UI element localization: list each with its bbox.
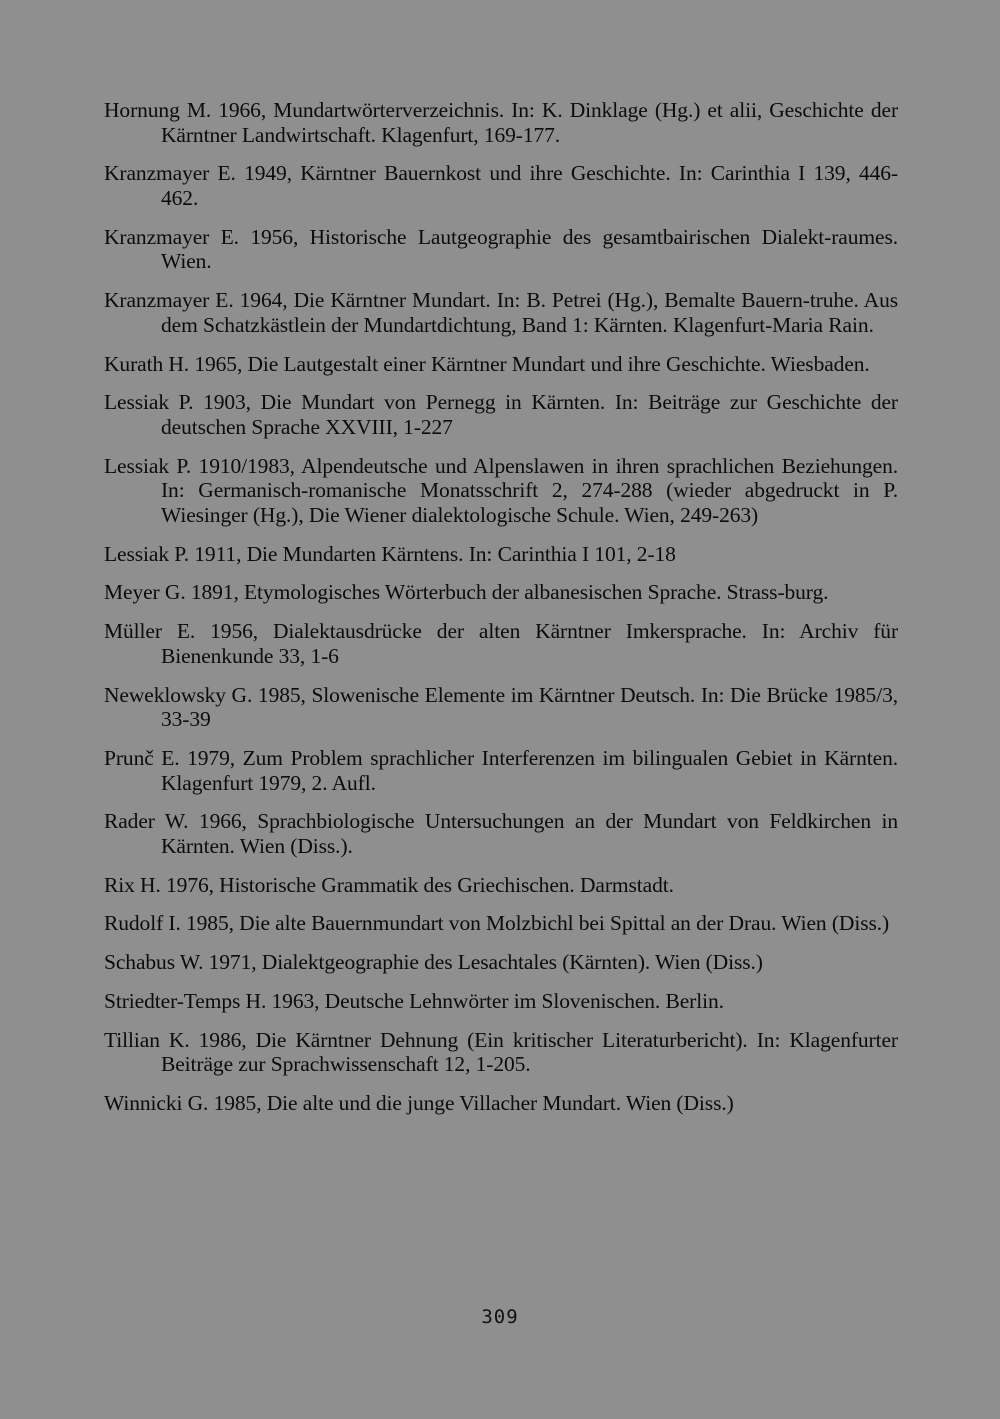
bibliography-entry: Lessiak P. 1903, Die Mundart von Pernegg in Kärnten. In: Beiträge zur Geschichte der deutschen Sprache XXVIII, 1-227 xyxy=(104,390,898,439)
bibliography-entry: Lessiak P. 1910/1983, Alpendeutsche und Alpenslawen in ihren sprachlichen Beziehungen. In: Germanisch-romanische Monatsschrift 2, 274-288 (wieder abgedruckt in P. Wiesinger (Hg.), Die Wiener dialektologische Schule. Wien, 249-263) xyxy=(104,453,898,527)
bibliography-entry: Rix H. 1976, Historische Grammatik des Griechischen. Darmstadt. xyxy=(104,872,674,897)
bibliography-entry: Lessiak P. 1911, Die Mundarten Kärntens. In: Carinthia I 101, 2-18 xyxy=(104,541,676,566)
bibliography-entry: Kranzmayer E. 1949, Kärntner Bauernkost und ihre Geschichte. In: Carinthia I 139, 446-462. xyxy=(104,161,898,210)
bibliography-entry: Müller E. 1956, Dialektausdrücke der alten Kärntner Imkersprache. In: Archiv für Bienenkunde 33, 1-6 xyxy=(104,619,898,668)
bibliography-entry: Meyer G. 1891, Etymologisches Wörterbuch der albanesischen Sprache. Strass-burg. xyxy=(104,580,829,605)
bibliography-entry: Rader W. 1966, Sprachbiologische Untersuchungen an der Mundart von Feldkirchen in Kärnten. Wien (Diss.). xyxy=(104,809,898,858)
bibliography-entry: Kurath H. 1965, Die Lautgestalt einer Kärntner Mundart und ihre Geschichte. Wiesbaden. xyxy=(104,351,870,376)
bibliography-entry: Striedter-Temps H. 1963, Deutsche Lehnwörter im Slovenischen. Berlin. xyxy=(104,989,724,1014)
bibliography-entry: Kranzmayer E. 1956, Historische Lautgeographie des gesamtbairischen Dialekt-raumes. Wien. xyxy=(104,224,898,274)
bibliography-entry: Winnicki G. 1985, Die alte und die junge Villacher Mundart. Wien (Diss.) xyxy=(104,1091,734,1116)
bibliography-entry: Tillian K. 1986, Die Kärntner Dehnung (Ein kritischer Literaturbericht). In: Klagenfurter Beiträge zur Sprachwissenschaft 12, 1-205. xyxy=(104,1027,898,1077)
bibliography-entry: Rudolf I. 1985, Die alte Bauernmundart von Molzbichl bei Spittal an der Drau. Wien (Diss.) xyxy=(104,911,890,936)
bibliography-entry: Kranzmayer E. 1964, Die Kärntner Mundart. In: B. Petrei (Hg.), Bemalte Bauern-truhe. Aus dem Schatzkästlein der Mundartdichtung, Band 1: Kärnten. Klagenfurt-Maria Rain. xyxy=(104,288,898,337)
bibliography-entry: Hornung M. 1966, Mundartwörterverzeichnis. In: K. Dinklage (Hg.) et alii, Geschichte der Kärntner Landwirtschaft. Klagenfurt, 169-177. xyxy=(104,98,898,147)
bibliography-entry: Schabus W. 1971, Dialektgeographie des Lesachtales (Kärnten). Wien (Diss.) xyxy=(104,950,763,975)
bibliography-entry: Neweklowsky G. 1985, Slowenische Elemente im Kärntner Deutsch. In: Die Brücke 1985/3, 33-39 xyxy=(104,682,898,732)
bibliography-entry: Prunč E. 1979, Zum Problem sprachlicher Interferenzen im bilingualen Gebiet in Kärnten. Klagenfurt 1979, 2. Aufl. xyxy=(104,745,898,795)
bibliography-list xyxy=(104,98,898,1130)
page-number: 309 xyxy=(481,1306,519,1328)
